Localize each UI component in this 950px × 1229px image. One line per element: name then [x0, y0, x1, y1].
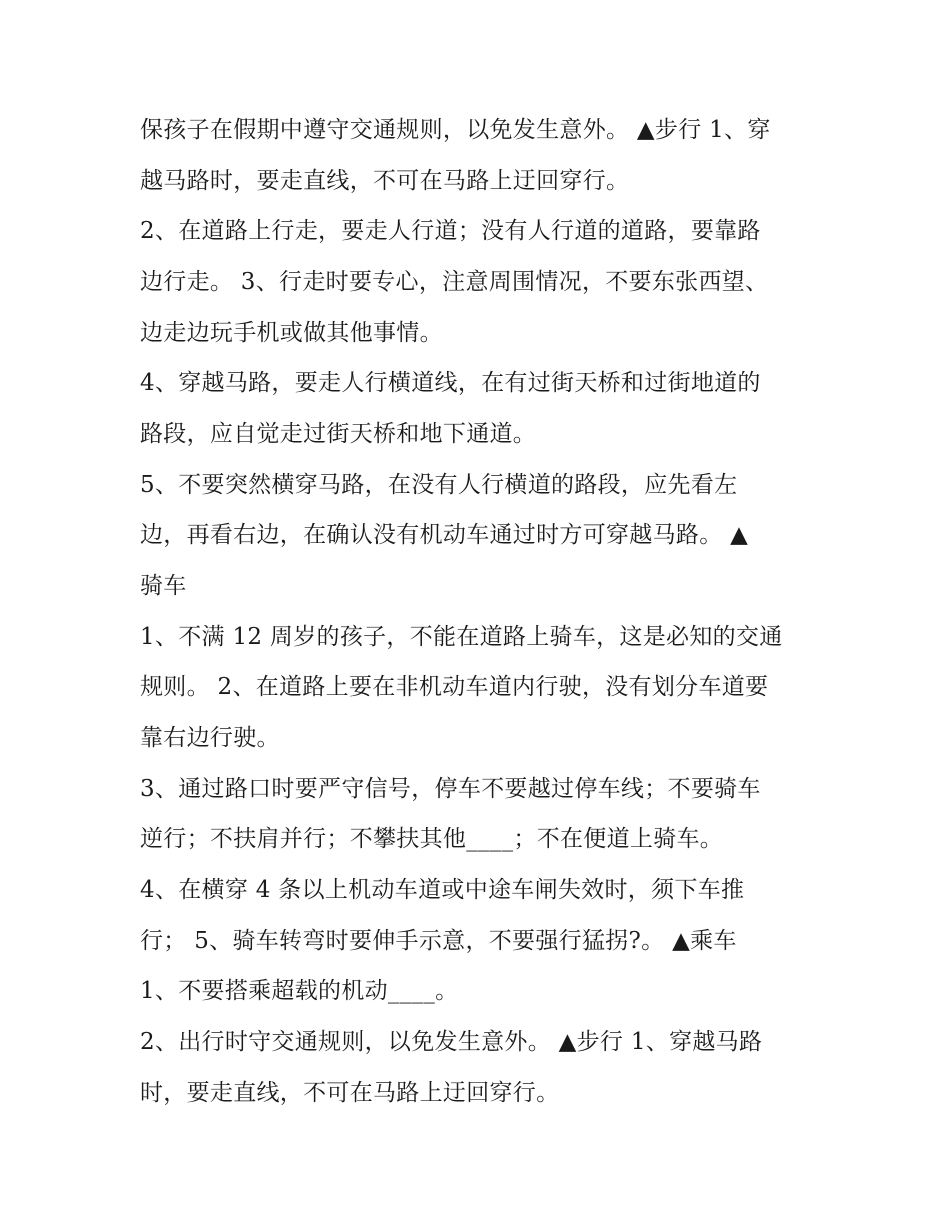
text-line: 边，再看右边，在确认没有机动车通过时方可穿越马路。 ▲ [140, 522, 749, 548]
text-line: 越马路时，要走直线，不可在马路上迂回穿行。 [140, 168, 630, 194]
text-line: 骑车 [140, 573, 187, 599]
text-line: 行； 5、骑车转弯时要伸手示意，不要强行猛拐?。 ▲乘车 [140, 928, 737, 954]
text-line: 4、在横穿 4 条以上机动车道或中途车闸失效时，须下车推 [140, 877, 745, 903]
text-line: 4、穿越马路，要走人行横道线，在有过街天桥和过街地道的 [140, 370, 761, 396]
text-line: 规则。 2、在道路上要在非机动车道内行驶，没有划分车道要 [140, 674, 769, 700]
text-line: 路段，应自觉走过街天桥和地下通道。 [140, 421, 537, 447]
text-line: 1、不要搭乘超载的机动____。 [140, 978, 459, 1004]
text-line: 2、出行时守交通规则，以免发生意外。 ▲步行 1、穿越马路 [140, 1029, 763, 1055]
text-line: 5、不要突然横穿马路，在没有人行横道的路段，应先看左 [140, 472, 738, 498]
text-line: 边走边玩手机或做其他事情。 [140, 320, 443, 346]
text-line: 时，要走直线，不可在马路上迂回穿行。 [140, 1080, 560, 1106]
text-line: 1、不满 12 周岁的孩子，不能在道路上骑车，这是必知的交通 [140, 624, 783, 650]
text-line: 边行走。 3、行走时要专心，注意周围情况，不要东张西望、 [140, 269, 769, 295]
text-line: 3、通过路口时要严守信号，停车不要越过停车线；不要骑车 [140, 776, 761, 802]
text-line: 2、在道路上行走，要走人行道；没有人行道的道路，要靠路 [140, 218, 761, 244]
text-line: 逆行；不扶肩并行；不攀扶其他____；不在便道上骑车。 [140, 826, 724, 852]
text-line: 保孩子在假期中遵守交通规则，以免发生意外。 ▲步行 1、穿 [140, 117, 771, 143]
text-line: 靠右边行驶。 [140, 725, 280, 751]
